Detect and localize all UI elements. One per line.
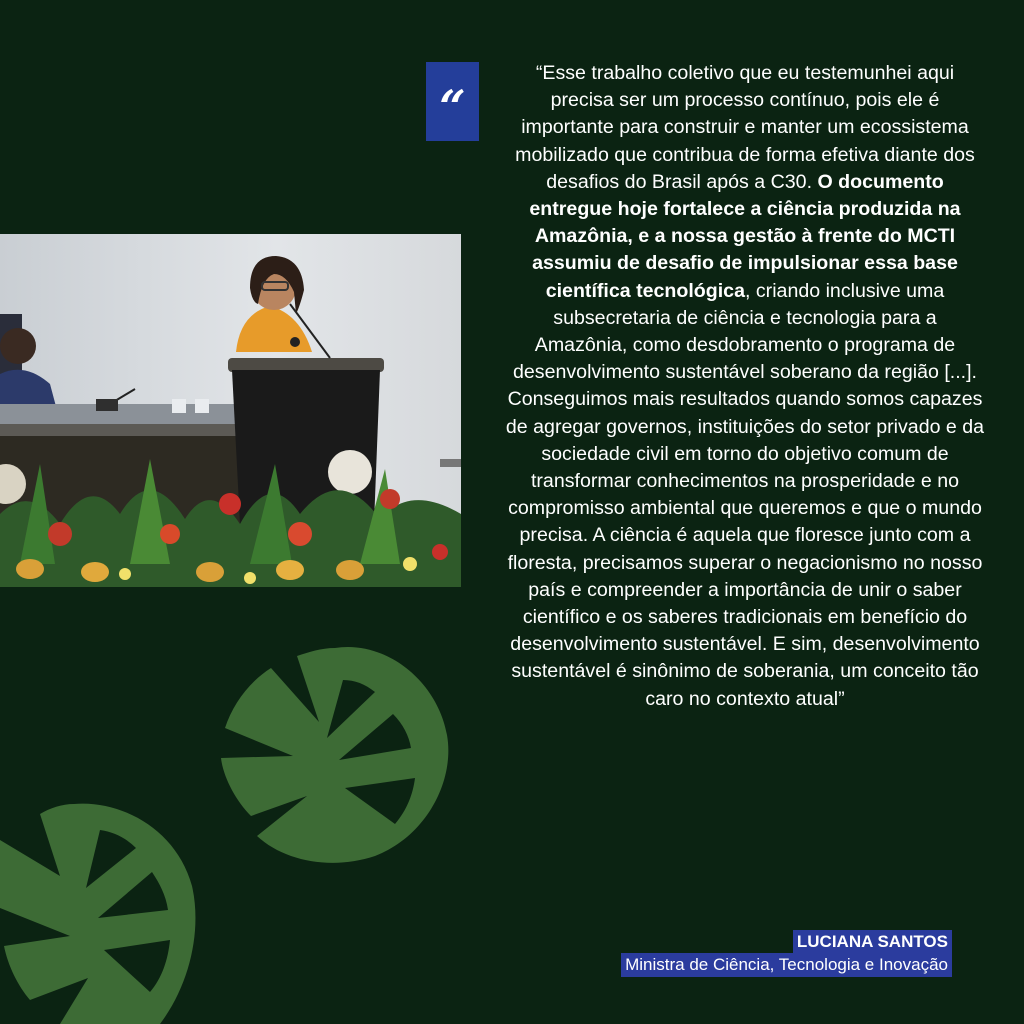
monstera-leaf-icon [215, 640, 455, 870]
quote-mark-glyph: “ [439, 79, 466, 134]
author-name: LUCIANA SANTOS [793, 930, 952, 953]
monstera-leaf-icon [0, 800, 200, 1024]
event-photo-illustration [0, 234, 461, 587]
event-photo [0, 234, 461, 587]
author-role: Ministra de Ciência, Tecnologia e Inovação [621, 953, 952, 977]
quote-text-rest: , criando inclusive uma subsecretaria de ciência e tecnologia para a Amazônia, como desdobramento o programa de desenvolvimento sustentável soberano da região [...]. Conseguimos mais resultados quando somos capazes de agregar governos, instituições do setor privado e da sociedade civil em torno do objetivo comum de transformar conhecimentos na prosperidade e no compromisso ambiental que queremos e que o mundo precisa. A ciência é aquela que floresce junto com a floresta, precisamos superar o negacionismo no nosso país e compreender a importância de unir o saber científico e os saberes tradicionais em benefício do desenvolvimento sustentável. E sim, desenvolvimento sustentável é sinônimo de soberania, um conceito tão caro no contexto atual” [505, 279, 985, 710]
author-block [621, 930, 952, 977]
quote-text-highlight: O documento entregue hoje fortalece a ciência produzida na Amazônia, e a nossa gestão à frente do MCTI assumiu de desafio de impulsionar essa base científica tecnológica [529, 170, 961, 302]
quote-mark-icon [426, 62, 479, 141]
quote-text-intro: “Esse trabalho coletivo que eu testemunhei aqui precisa ser um processo contínuo, pois ele é importante para construir e manter um ecossistema mobilizado que contribua de forma efetiva diante dos desafios do Brasil após a C30. [515, 62, 975, 193]
quote-text [505, 60, 985, 713]
